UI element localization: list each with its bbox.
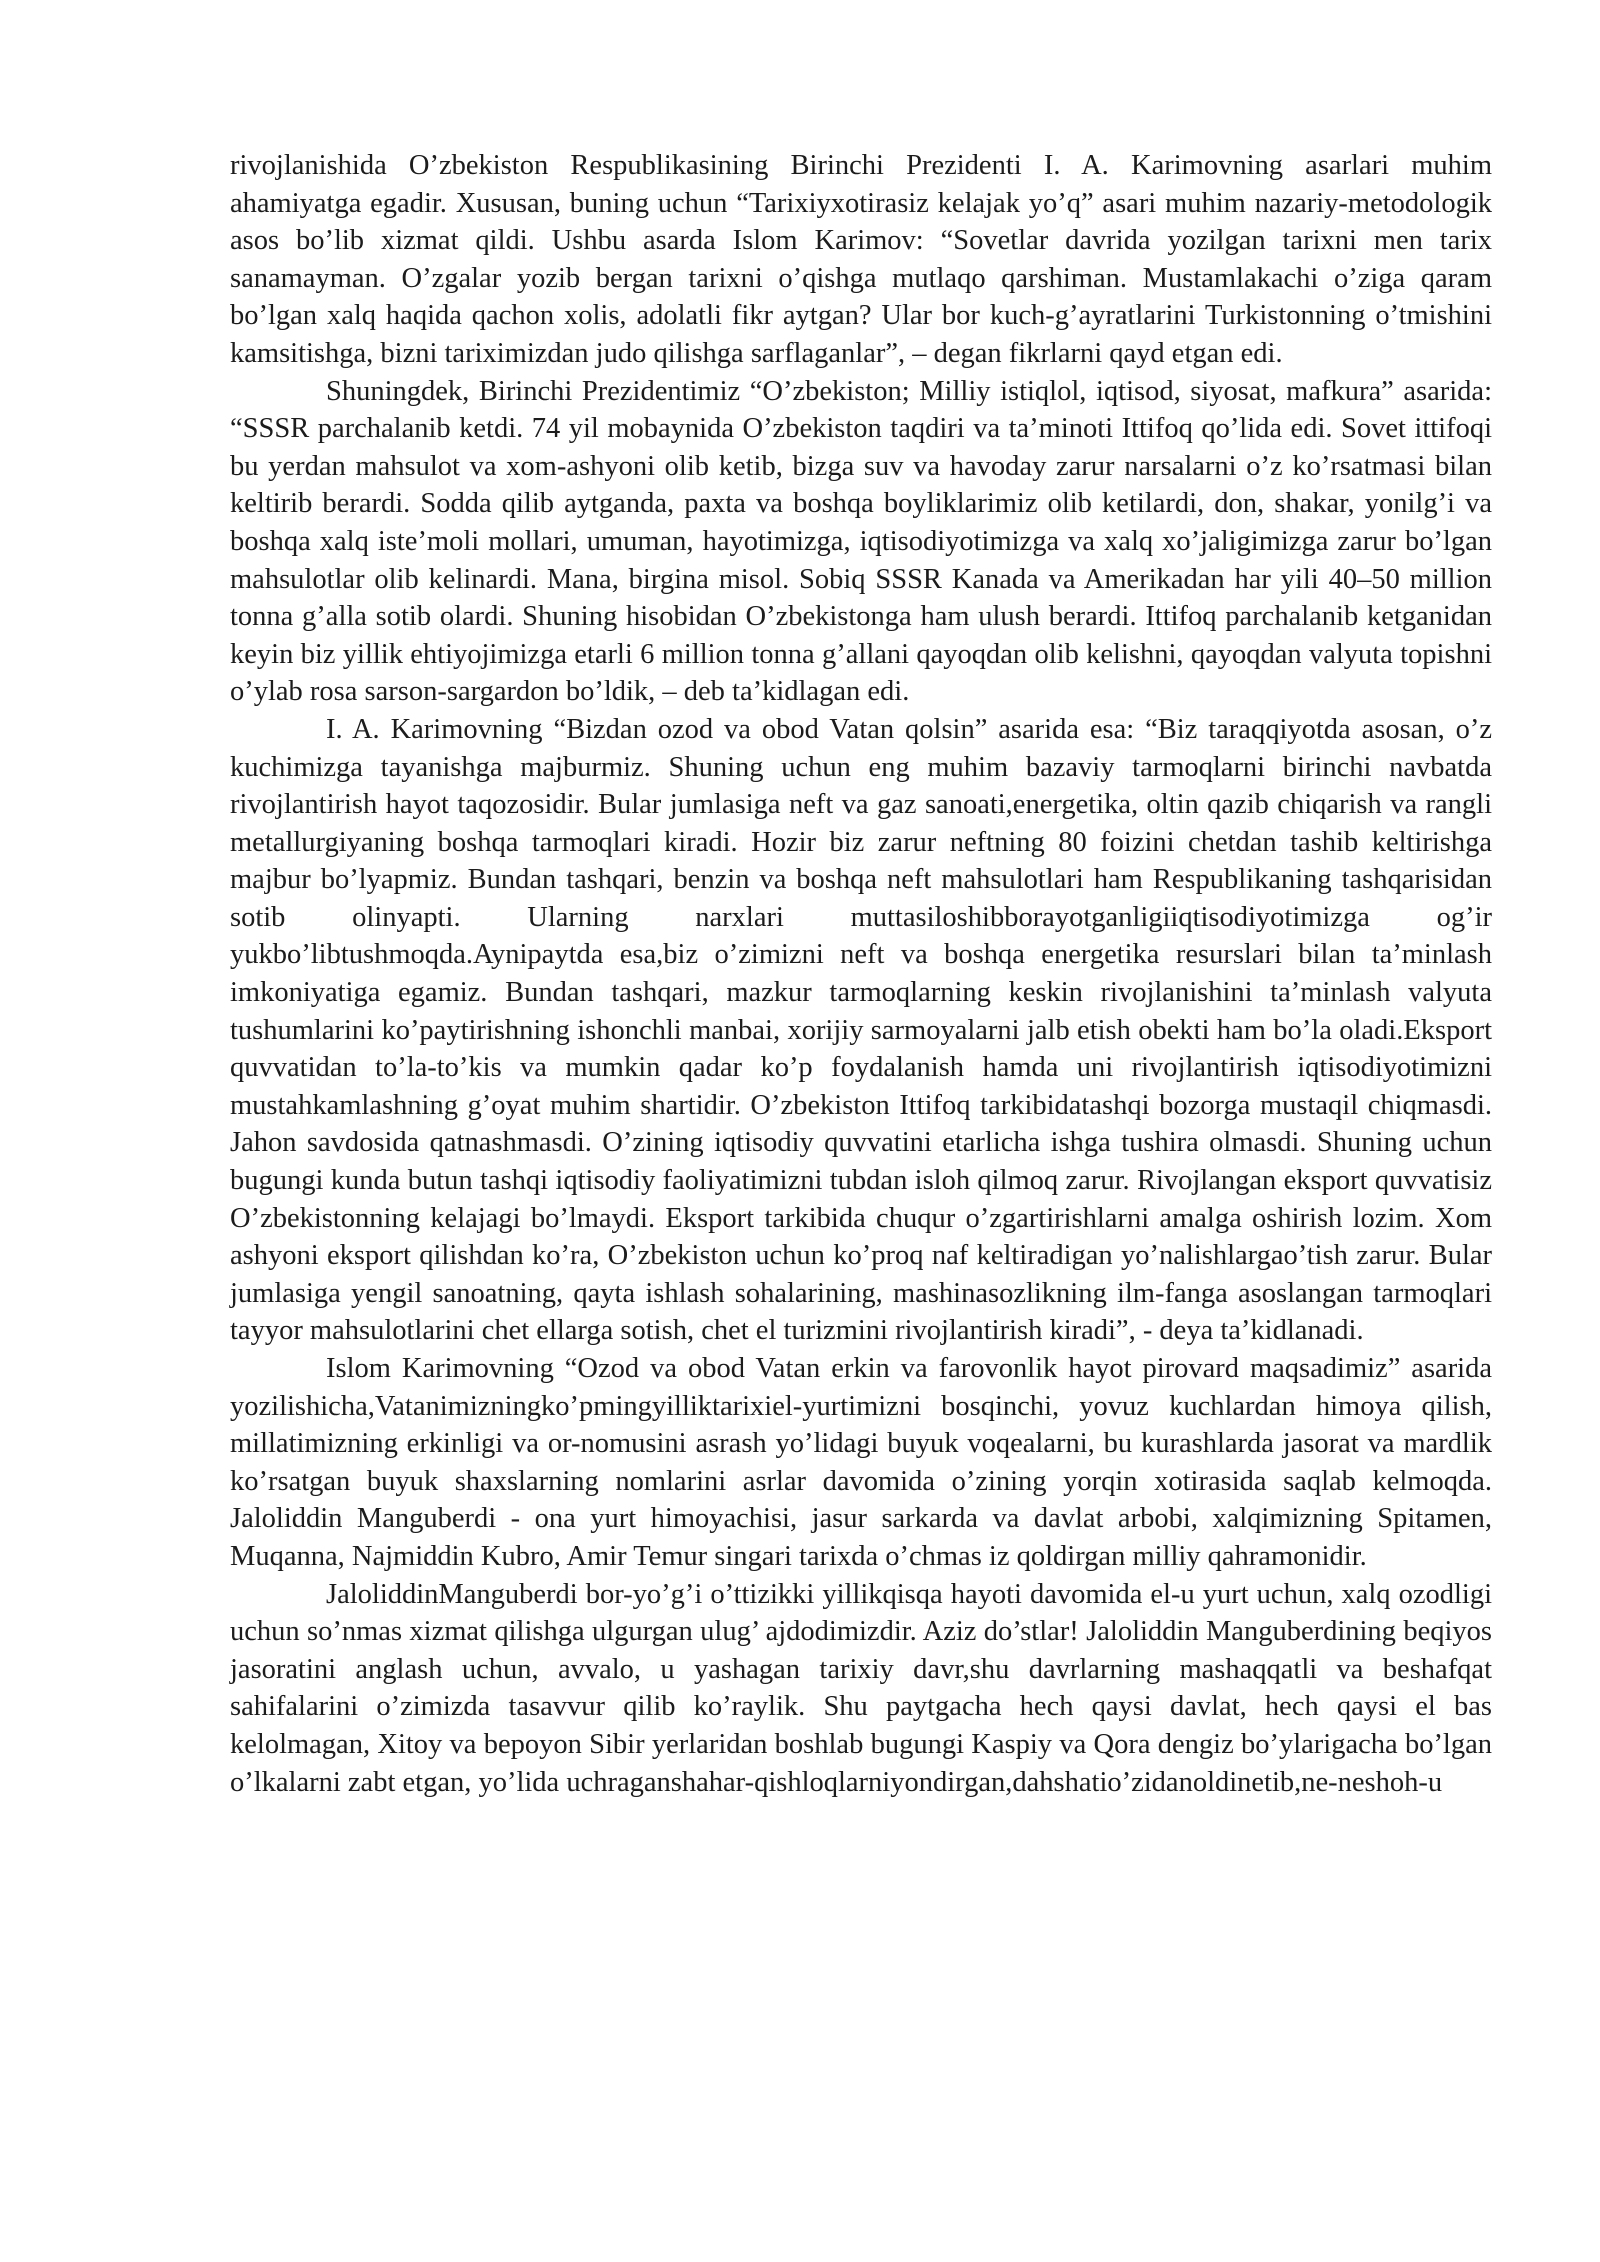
document-page [230,147,1492,1801]
paragraph-4: Islom Karimovning “Ozod va obod Vatan erkin va farovonlik hayot pirovard maqsadimiz” asarida yozilishicha,Vatanimizningko’pmingyilliktarixiel-yurtimizni bosqinchi, yovuz kuchlardan himoya qilish, millatimizning erkinligi va or-nomusini asrash yo’lidagi buyuk voqealarni, bu kurashlarda jasorat va mardlik ko’rsatgan buyuk shaxslarning nomlarini asrlar davomida o’zining yorqin xotirasida saqlab kelmoqda. Jaloliddin Manguberdi - ona yurt himoyachisi, jasur sarkarda va davlat arbobi, xalqimizning Spitamen, Muqanna, Najmiddin Kubro, Amir Temur singari tarixda o’chmas iz qoldirgan milliy qahramonidir. [230,1353,1492,1572]
paragraph-1: rivojlanishida O’zbekiston Respublikasining Birinchi Prezidenti I. A. Karimovning asarlari muhim ahamiyatga egadir. Xususan, buning uchun “Tarixiyxotirasiz kelajak yo’q” asari muhim nazariy-metodologik asos bo’lib xizmat qildi. Ushbu asarda Islom Karimov: “Sovetlar davrida yozilgan tarixni men tarix sanamayman. O’zgalar yozib bergan tarixni o’qishga mutlaqo qarshiman. Mustamlakachi o’ziga qaram bo’lgan xalq haqida qachon xolis, adolatli fikr aytgan? Ular bor kuch-g’ayratlarini Turkistonning o’tmishini kamsitishga, bizni tariximizdan judo qilishga sarflaganlar”, – degan fikrlarni qayd etgan edi. [230,150,1492,369]
paragraph-2: Shuningdek, Birinchi Prezidentimiz “O’zbekiston; Milliy istiqlol, iqtisod, siyosat, mafkura” asarida: “SSSR parchalanib ketdi. 74 yil mobaynida O’zbekiston taqdiri va ta’minoti Ittifoq qo’lida edi. Sovet ittifoqi bu yerdan mahsulot va xom-ashyoni olib ketib, bizga suv va havoday zarur narsalarni o’z ko’rsatmasi bilan keltirib berardi. Sodda qilib aytganda, paxta va boshqa boyliklarimiz olib ketilardi, don, shakar, yonilg’i va boshqa xalq iste’moli mollari, umuman, hayotimizga, iqtisodiyotimizga va xalq xo’jaligimizga zarur bo’lgan mahsulotlar olib kelinardi. Mana, birgina misol. Sobiq SSSR Kanada va Amerikadan har yili 40–50 million tonna g’alla sotib olardi. Shuning hisobidan O’zbekistonga ham ulush berardi. Ittifoq parchalanib ketganidan keyin biz yillik ehtiyojimizga etarli 6 million tonna g’allani qayoqdan olib kelishni, qayoqdan valyuta topishni o’ylab rosa sarson-sargardon bo’ldik, – deb ta’kidlagan edi. [230,375,1492,708]
paragraph-5: JaloliddinManguberdi bor-yo’g’i o’ttizikki yillikqisqa hayoti davomida el-u yurt uchun, xalq ozodligi uchun so’nmas xizmat qilishga ulgurgan ulug’ ajdodimizdir. Aziz do’stlar! Jaloliddin Manguberdining beqiyos jasoratini anglash uchun, avvalo, u yashagan tarixiy davr,shu davrlarning mashaqqatli va beshafqat sahifalarini o’zimizda tasavvur qilib ko’raylik. Shu paytgacha hech qaysi davlat, hech qaysi el bas kelolmagan, Xitoy va bepoyon Sibir yerlaridan boshlab bugungi Kaspiy va Qora dengiz bo’ylarigacha bo’lgan o’lkalarni zabt etgan, yo’lida uchraganshahar-qishloqlarniyondirgan,dahshatio’zidanoldinetib,ne-neshoh-u [230,1578,1492,1798]
paragraph-3: I. A. Karimovning “Bizdan ozod va obod Vatan qolsin” asarida esa: “Biz taraqqiyotda asosan, o’z kuchimizga tayanishga majburmiz. Shuning uchun eng muhim bazaviy tarmoqlarni birinchi navbatda rivojlantirish hayot taqozosidir. Bular jumlasiga neft va gaz sanoati,energetika, oltin qazib chiqarish va rangli metallurgiyaning boshqa tarmoqlari kiradi. Hozir biz zarur neftning 80 foizini chetdan tashib keltirishga majbur bo’lyapmiz. Bundan tashqari, benzin va boshqa neft mahsulotlari ham Respublikaning tashqarisidan sotib olinyapti. Ularning narxlari muttasiloshibborayotganligiiqtisodiyotimizga og’ir yukbo’libtushmoqda.Aynipaytda esa,biz o’zimizni neft va boshqa energetika resurslari bilan ta’minlash imkoniyatiga egamiz. Bundan tashqari, mazkur tarmoqlarning keskin rivojlanishini ta’minlash valyuta tushumlarini ko’paytirishning ishonchli manbai, xorijiy sarmoyalarni jalb etish obekti ham bo’la oladi.Eksport quvvatidan to’la-to’kis va mumkin qadar ko’p foydalanish hamda uni rivojlantirish iqtisodiyotimizni mustahkamlashning g’oyat muhim shartidir. O’zbekiston Ittifoq tarkibidatashqi bozorga mustaqil chiqmasdi. Jahon savdosida qatnashmasdi. O’zining iqtisodiy quvvatini etarlicha ishga tushira olmasdi. Shuning uchun bugungi kunda butun tashqi iqtisodiy faoliyatimizni tubdan isloh qilmoq zarur. Rivojlangan eksport quvvatisiz O’zbekistonning kelajagi bo’lmaydi. Eksport tarkibida chuqur o’zgartirishlarni amalga oshirish lozim. Xom ashyoni eksport qilishdan ko’ra, O’zbekiston uchun ko’proq naf keltiradigan yo’nalishlargao’tish zarur. Bular jumlasiga yengil sanoatning, qayta ishlash sohalarining, mashinasozlikning ilm-fanga asoslangan tarmoqlari tayyor mahsulotlarini chet ellarga sotish, chet el turizmini rivojlantirish kiradi”, - deya ta’kidlanadi. [230,713,1492,1347]
